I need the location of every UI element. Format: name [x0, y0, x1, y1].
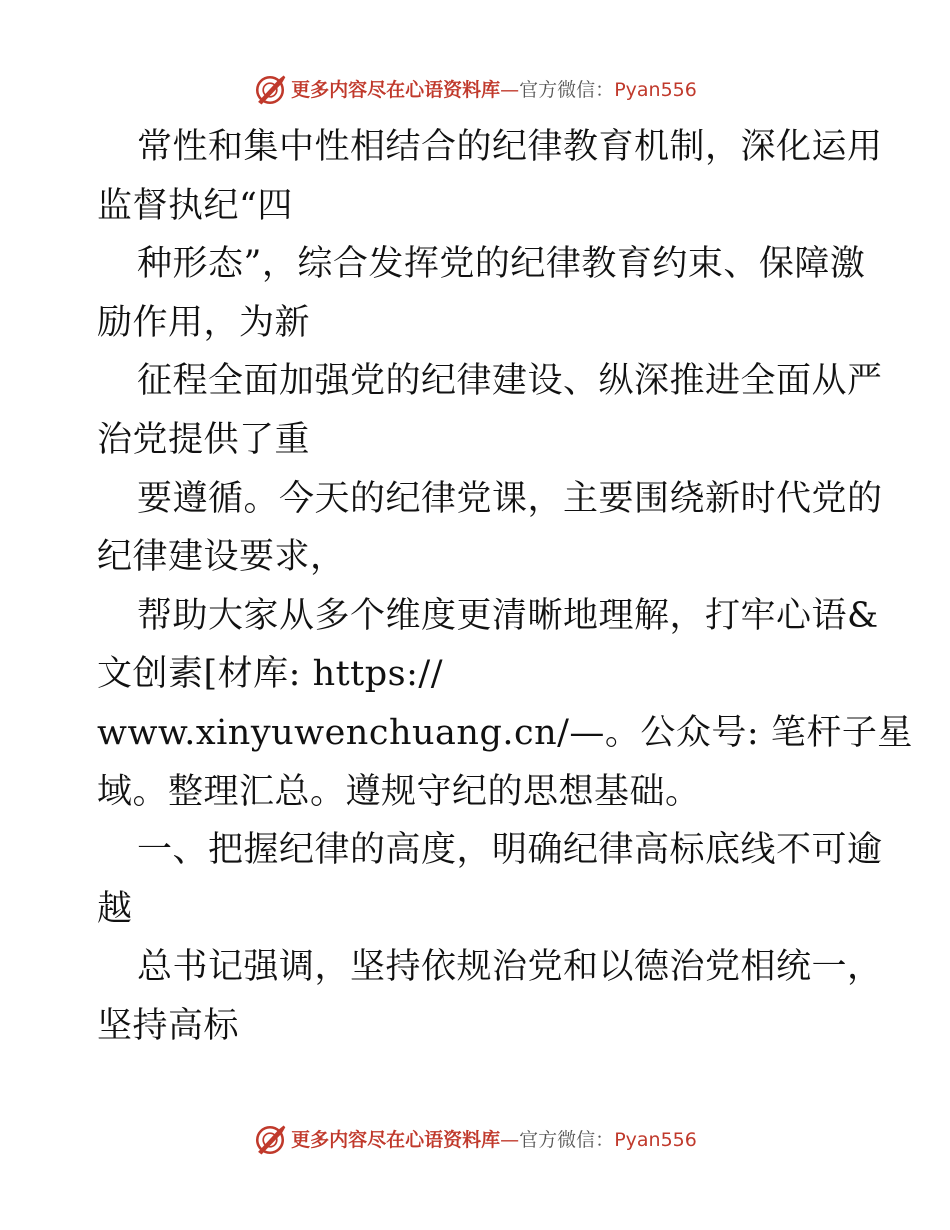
- footer-dash: —: [500, 1128, 520, 1151]
- section-heading: 一、把握纪律的高度，明确纪律高标底线不可逾: [137, 830, 883, 871]
- body-line-url: www.xinyuwenchuang.cn/—。公众号: 笔杆子星: [97, 712, 913, 753]
- header-dash: —: [500, 78, 520, 101]
- body-line: 域。整理汇总。遵规守纪的思想基础。: [97, 771, 701, 812]
- footer-banner-text: [291, 1128, 697, 1151]
- header-wechat-id: Pyan556: [614, 78, 697, 101]
- body-line: 常性和集中性相结合的纪律教育机制，深化运用: [137, 127, 883, 167]
- body-line: 纪律建设要求，: [97, 537, 346, 578]
- header-site-text: 更多内容尽在心语资料库: [291, 78, 501, 101]
- footer-banner: [0, 1120, 950, 1160]
- body-line: 征程全面加强党的纪律建设、纵深推进全面从严: [137, 361, 883, 402]
- body-line: 监督执纪“四: [97, 185, 293, 226]
- body-line: 坚持高标: [97, 1005, 240, 1046]
- footer-wechat-id: Pyan556: [614, 1128, 697, 1151]
- pen-circle-logo-icon: [253, 73, 287, 107]
- body-line: 治党提供了重: [97, 419, 311, 460]
- body-line: 总书记强调，坚持依规治党和以德治党相统一，: [137, 947, 883, 988]
- header-banner-text: [291, 78, 697, 101]
- document-body: [97, 118, 913, 1056]
- body-line: 帮助大家从多个维度更清晰地理解，打牢心语&: [137, 595, 879, 636]
- header-wechat-label: 官方微信：: [519, 78, 615, 101]
- footer-wechat-label: 官方微信：: [519, 1128, 615, 1151]
- footer-site-text: 更多内容尽在心语资料库: [291, 1128, 501, 1151]
- body-line: 种形态”，综合发挥党的纪律教育约束、保障激: [137, 244, 866, 285]
- body-line: 文创素[材库: https://: [97, 654, 443, 695]
- pen-circle-logo-icon: [253, 1123, 287, 1157]
- section-heading-cont: 越: [97, 888, 133, 929]
- body-line: 要遵循。今天的纪律党课，主要围绕新时代党的: [137, 478, 883, 519]
- body-line: 励作用，为新: [97, 302, 311, 343]
- header-banner: [0, 70, 950, 110]
